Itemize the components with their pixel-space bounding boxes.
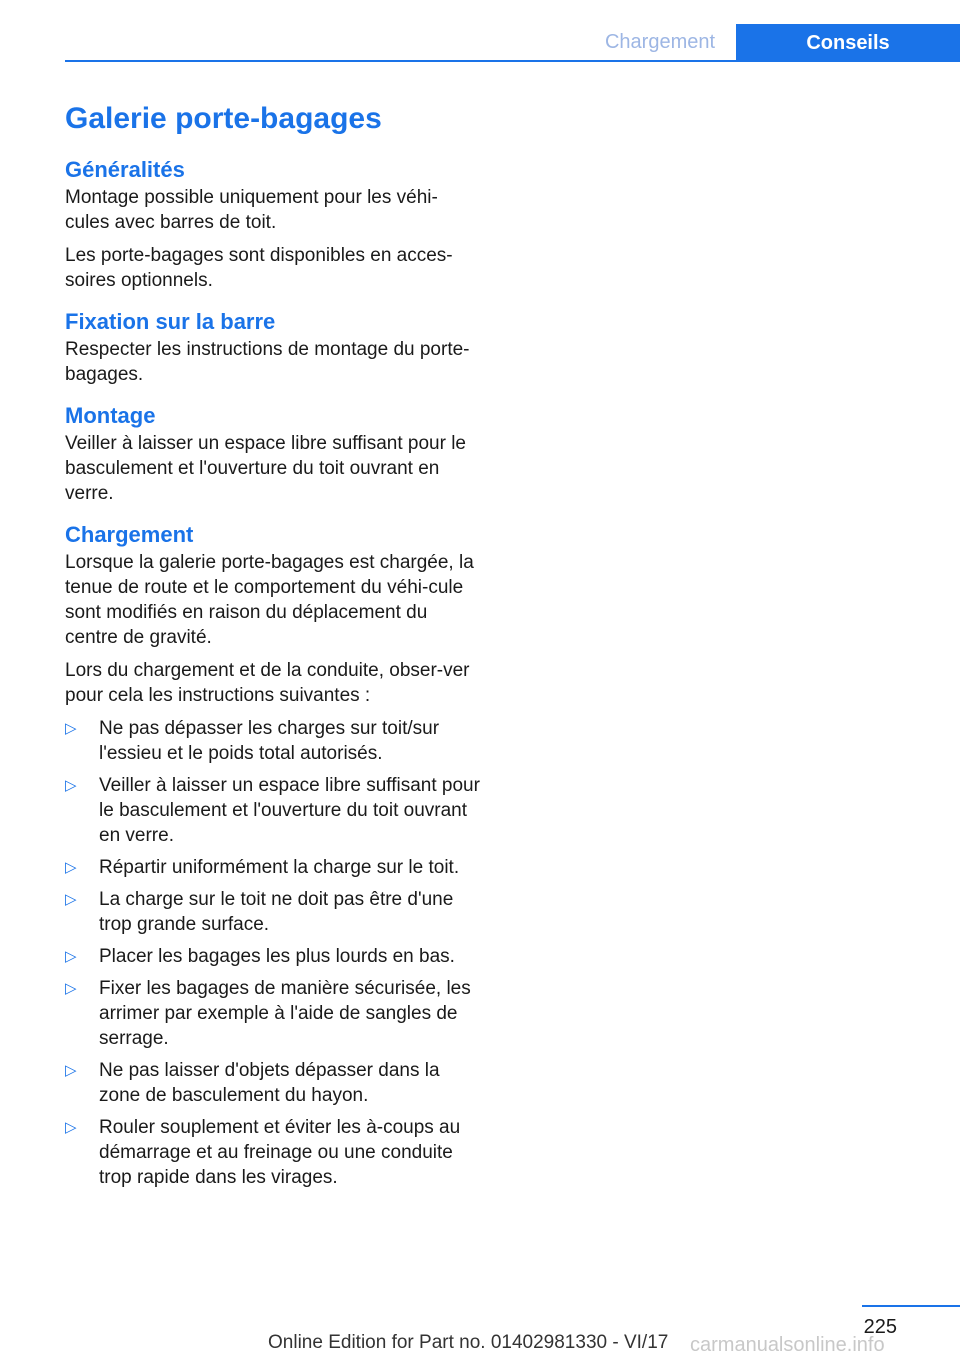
section-heading: Généralités [65, 157, 185, 182]
list-item-text: Veiller à laisser un espace libre suffisant pour le basculement et l'ouverture du toit ouvrant en verre. [99, 775, 480, 846]
list-item [65, 1058, 480, 1108]
list-item-text: Ne pas laisser d'objets dépasser dans la zone de basculement du hayon. [99, 1060, 440, 1106]
triangle-right-outline-icon: ▷ [65, 720, 77, 737]
list-item [65, 944, 480, 969]
page-number: 225 [863, 1316, 897, 1338]
paragraph: Lors du chargement et de la conduite, obser-ver pour cela les instructions suivantes : [65, 660, 470, 706]
list-item [65, 855, 480, 880]
paragraph: Lorsque la galerie porte-bagages est chargée, la tenue de route et le comportement du véhi-cule sont modifiés en raison du déplacement du centre de gravité. [65, 552, 474, 648]
list-item-text: Répartir uniformément la charge sur le toit. [99, 857, 460, 878]
section-heading: Chargement [65, 522, 194, 547]
paragraph: Respecter les instructions de montage du porte-bagages. [65, 339, 470, 385]
paragraph: Montage possible uniquement pour les véhi-cules avec barres de toit. [65, 187, 438, 233]
list-item [65, 887, 480, 937]
section-heading: Montage [65, 403, 156, 428]
list-item [65, 716, 480, 766]
instructions-list [65, 716, 480, 1190]
triangle-right-outline-icon: ▷ [65, 948, 77, 965]
list-item-text: Rouler souplement et éviter les à-coups au démarrage et au freinage ou une conduite trop rapide dans les virages. [99, 1117, 461, 1188]
list-item-text: Ne pas dépasser les charges sur toit/sur l'essieu et le poids total autorisés. [99, 718, 440, 764]
tab-conseils[interactable]: Conseils [736, 24, 960, 62]
section-generalites [65, 155, 480, 293]
triangle-right-outline-icon: ▷ [65, 859, 77, 876]
paragraph: Veiller à laisser un espace libre suffisant pour le basculement et l'ouverture du toit ouvrant en verre. [65, 433, 466, 504]
paragraph: Les porte-bagages sont disponibles en acces-soires optionnels. [65, 245, 453, 291]
triangle-right-outline-icon: ▷ [65, 1119, 77, 1136]
triangle-right-outline-icon: ▷ [65, 777, 77, 794]
page-content [65, 97, 480, 1204]
list-item-text: Placer les bagages les plus lourds en bas. [99, 946, 455, 967]
list-item-text: La charge sur le toit ne doit pas être d'une trop grande surface. [99, 889, 454, 935]
section-heading: Fixation sur la barre [65, 309, 276, 334]
list-item [65, 976, 480, 1051]
triangle-right-outline-icon: ▷ [65, 980, 77, 997]
edition-notice: Online Edition for Part no. 01402981330 - VI/17 [268, 1332, 669, 1353]
page-title: Galerie porte-bagages [65, 102, 382, 135]
tab-chargement[interactable]: Chargement [604, 30, 716, 53]
list-item [65, 773, 480, 848]
triangle-right-outline-icon: ▷ [65, 1062, 77, 1079]
footer-divider [862, 1305, 960, 1307]
triangle-right-outline-icon: ▷ [65, 891, 77, 908]
list-item [65, 1115, 480, 1190]
section-chargement [65, 520, 480, 1190]
section-fixation [65, 307, 480, 387]
header-divider [65, 60, 960, 62]
section-montage [65, 401, 480, 506]
list-item-text: Fixer les bagages de manière sécurisée, les arrimer par exemple à l'aide de sangles de serrage. [99, 978, 471, 1049]
watermark: carmanualsonline.info [690, 1334, 885, 1356]
